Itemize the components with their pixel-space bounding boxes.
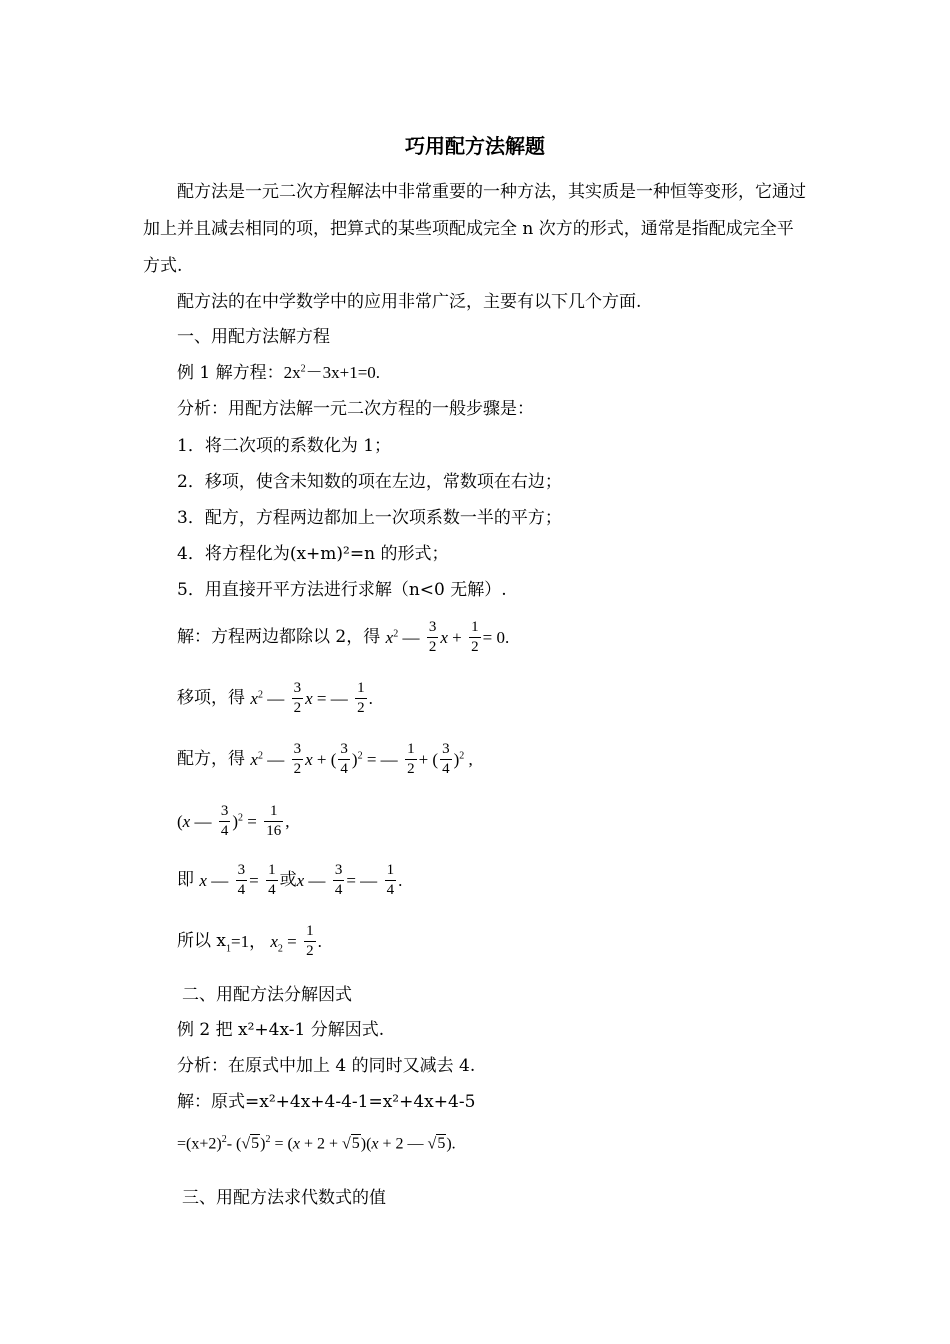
example-1 [177, 364, 380, 382]
solution-2: 解：原式=x²+4x+4-4-1=x²+4x+4-5 [177, 1092, 476, 1112]
section-3-heading: 三、用配方法求代数式的值 [182, 1188, 386, 1208]
analysis-2: 分析：在原式中加上 4 的同时又减去 4. [177, 1056, 476, 1076]
section-1-heading: 一、用配方法解方程 [177, 327, 330, 347]
or-word: 或 [279, 869, 297, 890]
analysis-1: 分析：用配方法解一元二次方程的一般步骤是： [177, 399, 534, 419]
example-2: 例 2 把 x²+4x-1 分解因式. [177, 1020, 385, 1040]
complete-prefix: 配方，得 [177, 748, 245, 769]
solution-line-3: 配方，得 $x^2$ — $\frac{3}{2}$ x + ( $\frac{3}{4}$ )$^2$ = — $\frac{1}{2}$ + ( $\frac{3}{4}$ )$^2$ , [177, 741, 473, 777]
ji-prefix: 即 [177, 869, 194, 890]
solution-2-factored: $=(x+2)^2-$ $(√5)^2 = (x + 2 + √5)(x + 2$ — √5). [177, 1134, 456, 1153]
solution-line-5: 即 x — $\frac{3}{4}$ = $\frac{1}{4}$ 或x — $\frac{3}{4}$ = — $\frac{1}{4}$ . [177, 862, 403, 898]
step-1: 1．将二次项的系数化为 1； [177, 436, 392, 456]
step-5: 5．用直接开平方法进行求解（n<0 无解）. [177, 580, 507, 600]
solution-line-4: (x — $\frac{3}{4}$ )$^2$ = $\frac{1}{16}$ , [177, 803, 290, 839]
section-2-heading: 二、用配方法分解因式 [182, 985, 352, 1005]
solution-line-1: 解：方程两边都除以 2，得 $x^2$ — $\frac{3}{2}$ x + $\frac{1}{2}$ = 0. [177, 619, 510, 655]
intro-paragraph-2: 配方法的在中学数学中的应用非常广泛，主要有以下几个方面. [177, 292, 642, 312]
suoyi-prefix: 所以 x [177, 930, 226, 951]
step-2: 2．移项，使含未知数的项在左边，常数项在右边； [177, 472, 562, 492]
intro-paragraph-1: 配方法是一元二次方程解法中非常重要的一种方法，其实质是一种恒等变形，它通过加上并且减去相同的项，把算式的某些项配成完全 n 次方的形式，通常是指配成完全平方式. [143, 182, 806, 276]
example-1-label: 例 1 解方程： [177, 363, 284, 383]
step-4: 4．将方程化为(x+m)²=n 的形式； [177, 544, 449, 564]
step-3: 3．配方，方程两边都加上一次项系数一半的平方； [177, 508, 562, 528]
example-1-equation: $2x^2-3x+1=0$. [283, 363, 381, 382]
solution-1-prefix: 解：方程两边都除以 2，得 [177, 626, 381, 647]
move-prefix: 移项，得 [177, 687, 245, 708]
solution-line-6: 所以 $x_1=1$， $x_2$ = $\frac{1}{2}$ . [177, 923, 322, 959]
page-title: 巧用配方法解题 [405, 134, 545, 158]
solution-line-2: 移项，得 $x^2$ — $\frac{3}{2}$ x = — $\frac{1}{2}$ . [177, 680, 373, 716]
